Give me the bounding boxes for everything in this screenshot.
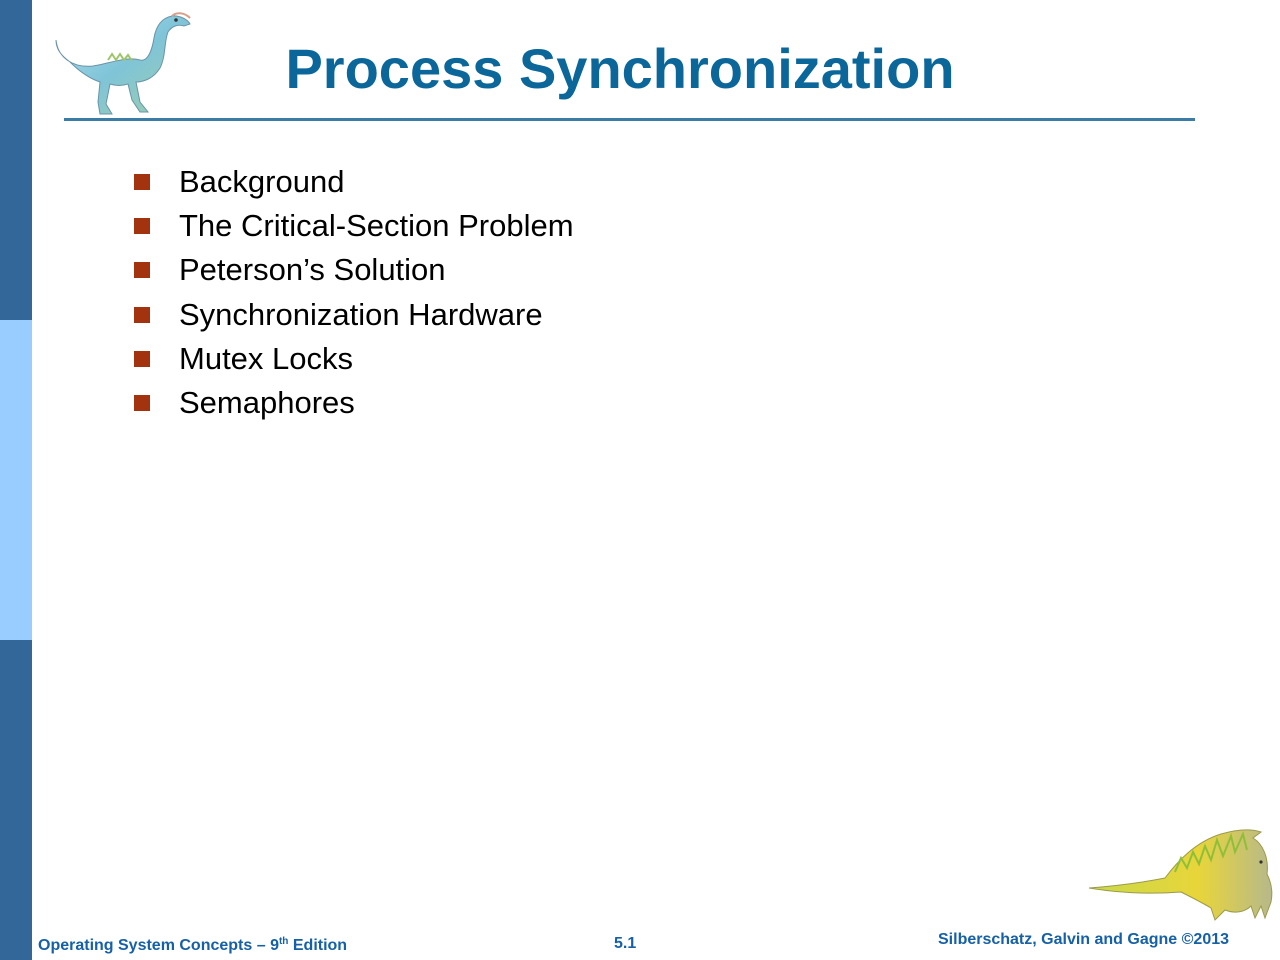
page-title: Process Synchronization xyxy=(285,37,955,100)
square-bullet-icon xyxy=(134,307,150,323)
sidebar-stripe-bottom xyxy=(0,640,32,960)
list-item xyxy=(134,381,574,425)
sidebar-stripe-top xyxy=(0,0,32,320)
square-bullet-icon xyxy=(134,395,150,411)
bullet-text: Mutex Locks xyxy=(179,340,354,376)
dinosaur-crest-icon xyxy=(1085,822,1275,927)
square-bullet-icon xyxy=(134,351,150,367)
square-bullet-icon xyxy=(134,262,150,278)
list-item xyxy=(134,248,574,292)
slide-number: 5.1 xyxy=(614,935,637,952)
sidebar-stripe-middle xyxy=(0,320,32,640)
list-item xyxy=(134,293,574,337)
bullet-text: Semaphores xyxy=(179,385,355,421)
bullet-text: Synchronization Hardware xyxy=(179,296,543,332)
square-bullet-icon xyxy=(134,174,150,190)
list-item xyxy=(134,337,574,381)
square-bullet-icon xyxy=(134,218,150,234)
copyright-label: Silberschatz, Galvin and Gagne ©2013 xyxy=(938,931,1230,948)
bullet-list xyxy=(134,160,574,425)
list-item xyxy=(134,204,574,248)
title-divider xyxy=(64,118,1195,121)
book-edition-label: Operating System Concepts – 9th Edition xyxy=(38,936,348,954)
bullet-text: Peterson’s Solution xyxy=(179,252,446,288)
bullet-text: Background xyxy=(179,164,345,200)
dinosaur-logo-icon xyxy=(48,10,198,120)
bullet-text: The Critical-Section Problem xyxy=(179,208,574,244)
list-item xyxy=(134,160,574,204)
